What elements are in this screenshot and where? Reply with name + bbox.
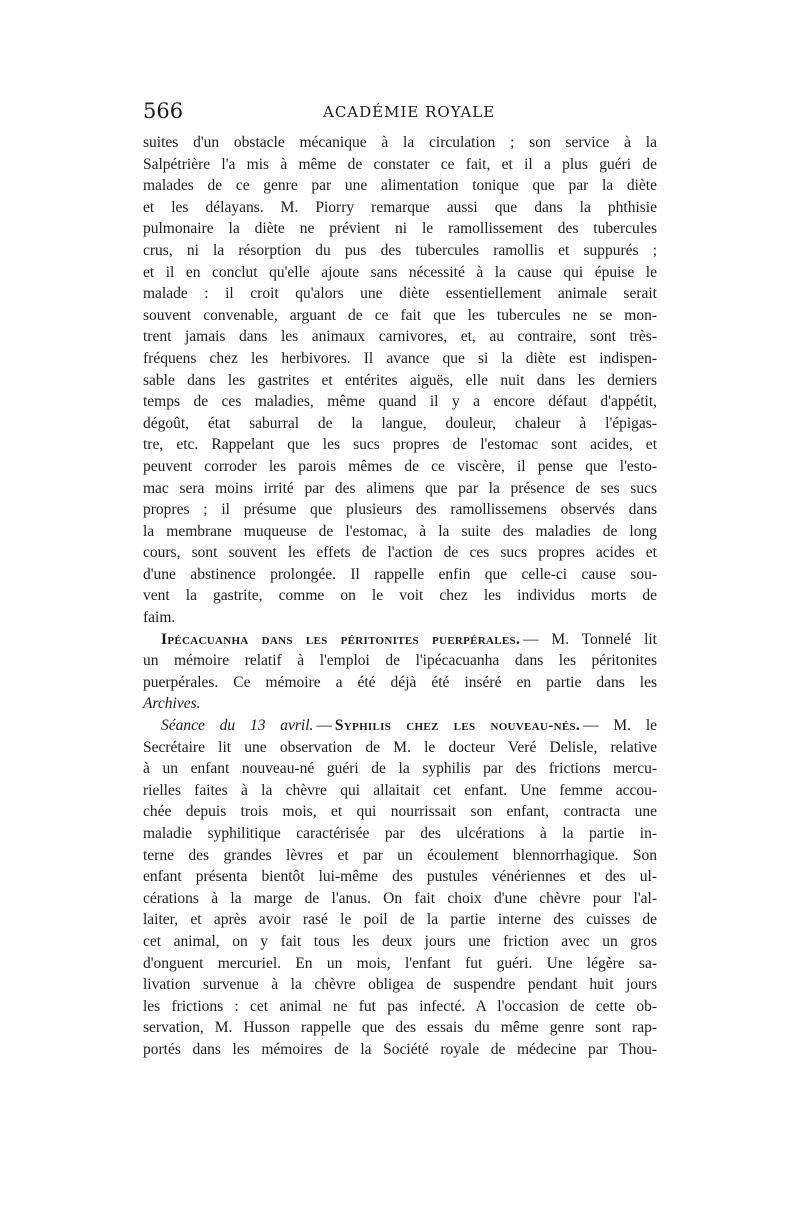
body-text bbox=[143, 132, 657, 1061]
text-line: laiter, et après avoir rasé le poil de la partie interne des cuisses de bbox=[143, 911, 657, 929]
text-line: trent jamais dans les animaux carnivores, et, au contraire, sont très- bbox=[143, 328, 657, 346]
text-line bbox=[143, 693, 657, 715]
text-line: crus, ni la résorption du pus des tubercules ramollis et suppurés ; bbox=[143, 241, 657, 259]
section-heading-ipecacuanha: Ipécacuanha dans les péritonites puerpérales. bbox=[161, 630, 521, 648]
text-line: pulmonaire la diète ne prévient ni le ramollissement des tubercules bbox=[143, 220, 657, 238]
text-line: sable dans les gastrites et entérites aiguës, elle nuit dans les derniers bbox=[143, 371, 657, 389]
text-line: souvent convenable, arguant de ce fait que les tubercules ne se mon- bbox=[143, 306, 657, 324]
text-line: Salpétrière l'a mis à même de constater ce fait, et il a plus guéri de bbox=[143, 155, 657, 173]
text-line: malade : il croit qu'alors une diète essentiellement animale serait bbox=[143, 285, 657, 303]
text-line: chée depuis trois mois, et qui nourrissait son enfant, contracta une bbox=[143, 803, 657, 821]
text-line bbox=[143, 715, 657, 737]
paragraph-piorry bbox=[143, 132, 657, 629]
text-line: la membrane muqueuse de l'estomac, à la suite des maladies de long bbox=[143, 522, 657, 540]
text-line: portés dans les mémoires de la Société royale de médecine par Thou- bbox=[143, 1040, 657, 1058]
seance-date: Séance du 13 avril. bbox=[161, 717, 314, 735]
paragraph-ipecacuanha bbox=[143, 650, 657, 693]
text-line: cérations à la marge de l'anus. On fait choix d'une chèvre pour l'al- bbox=[143, 889, 657, 907]
text-line bbox=[143, 629, 657, 651]
text-line: d'une abstinence prolongée. Il rappelle enfin que celle-ci cause sou- bbox=[143, 565, 657, 583]
archives-italic: Archives. bbox=[143, 695, 201, 713]
text-line: mac sera moins irrité par des alimens que par la présence de ses sucs bbox=[143, 479, 657, 497]
text-line: à un enfant nouveau-né guéri de la syphilis par des frictions mercu- bbox=[143, 760, 657, 778]
section-lead: — M. Tonnelé lit bbox=[523, 630, 657, 648]
page-number: 566 bbox=[143, 99, 184, 123]
text-line: et les délayans. M. Piorry remarque aussi que dans la phthisie bbox=[143, 198, 657, 216]
text-line: maladie syphilitique caractérisée par des ulcérations à la partie in- bbox=[143, 825, 657, 842]
text-line: malades de ce genre par une alimentation tonique que par la diète bbox=[143, 177, 657, 195]
text-line: Secrétaire lit une observation de M. le docteur Veré Delisle, relative bbox=[143, 738, 657, 756]
text-line: suites d'un obstacle mécanique à la circulation ; son service à la bbox=[143, 134, 657, 151]
running-title: ACADÉMIE ROYALE bbox=[323, 103, 496, 121]
page-header bbox=[143, 98, 657, 124]
text-line: et il en conclut qu'elle ajoute sans nécessité à la cause qui épuise le bbox=[143, 263, 657, 281]
text-line: puerpérales. Ce mémoire a été déjà été inséré en partie dans les bbox=[143, 673, 657, 691]
text-line: propres ; il présume que plusieurs des ramollissemens observés dans bbox=[143, 501, 657, 519]
section-heading-syphilis: Syphilis chez les nouveau-nés. bbox=[334, 717, 581, 735]
text-line: faim. bbox=[143, 609, 176, 627]
text-line: vent la gastrite, comme on le voit chez les individus morts de bbox=[143, 587, 657, 605]
section-lead: — M. le bbox=[583, 717, 658, 735]
text-line: servation, M. Husson rappelle que des essais du même genre sont rap- bbox=[143, 1019, 657, 1037]
seance-dash: — bbox=[316, 717, 332, 735]
text-line: un mémoire relatif à l'emploi de l'ipécacuanha dans les péritonites bbox=[143, 652, 657, 670]
text-line: enfant présenta bientôt lui-même des pustules vénériennes et des ul- bbox=[143, 868, 657, 886]
text-line: rielles faites à la chèvre qui allaitait cet enfant. Une femme accou- bbox=[143, 781, 657, 799]
text-line: cours, sont souvent les effets de l'action de ces sucs propres acides et bbox=[143, 544, 657, 562]
text-line: cet animal, on y fait tous les deux jours une friction avec un gros bbox=[143, 932, 657, 950]
text-line: peuvent corroder les parois mêmes de ce viscère, il pense que l'esto- bbox=[143, 457, 657, 475]
paragraph-syphilis bbox=[143, 737, 657, 1061]
text-line: livation survenue à la chèvre obligea de suspendre pendant huit jours bbox=[143, 976, 657, 994]
text-line: fréquens chez les herbivores. Il avance que si la diète est indispen- bbox=[143, 349, 657, 367]
text-line: terne des grandes lèvres et par un écoulement blennorrhagique. Son bbox=[143, 846, 657, 864]
text-line: d'onguent mercuriel. En un mois, l'enfant fut guéri. Une légère sa- bbox=[143, 954, 657, 972]
text-line: temps de ces maladies, même quand il y a encore défaut d'appétit, bbox=[143, 393, 657, 411]
text-line: dégoût, état saburral de la langue, douleur, chaleur à l'épigas- bbox=[143, 414, 657, 432]
text-line: tre, etc. Rappelant que les sucs propres de l'estomac sont acides, et bbox=[143, 436, 657, 454]
text-line: les frictions : cet animal ne fut pas infecté. A l'occasion de cette ob- bbox=[143, 997, 657, 1015]
